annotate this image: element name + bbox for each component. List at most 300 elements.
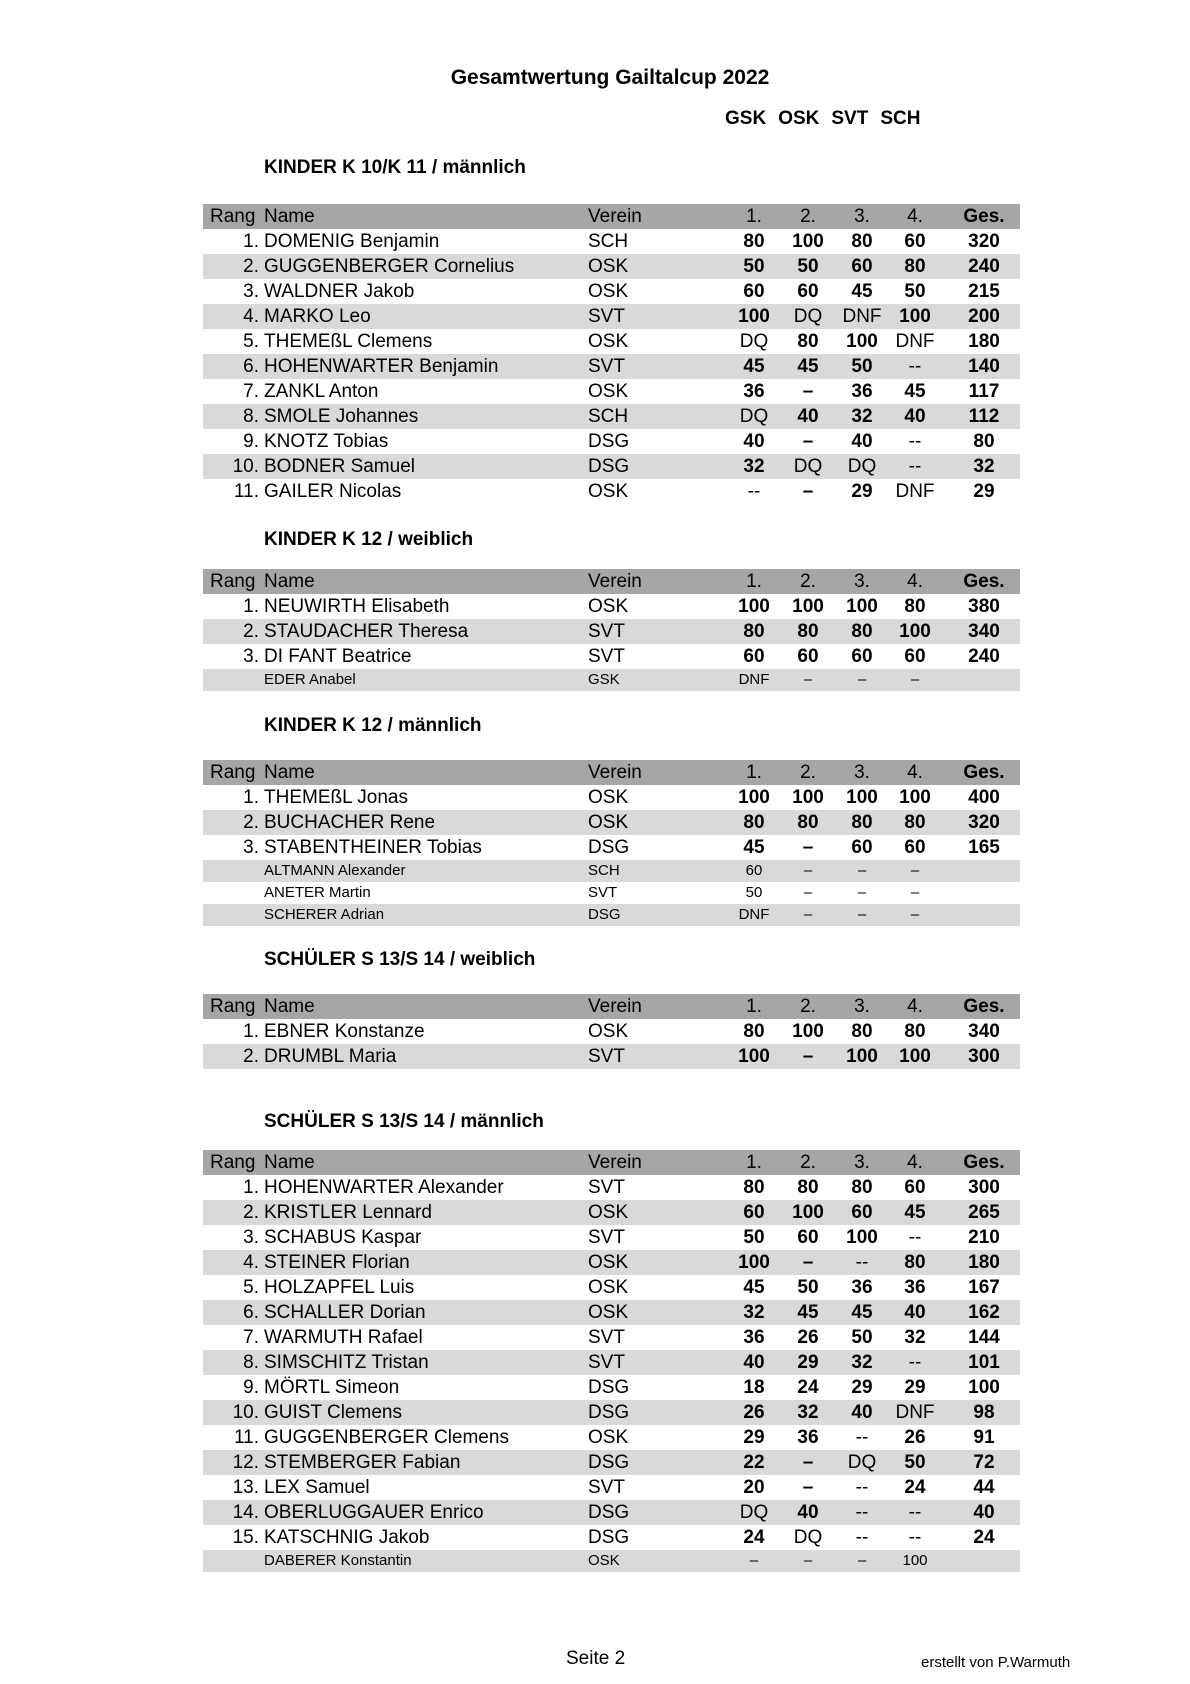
race-1-cell: 40 [743, 1352, 765, 1373]
race-3-cell: -- [855, 1527, 869, 1548]
header-name: Name [264, 1152, 315, 1173]
table-row [203, 304, 1020, 329]
name-cell: GAILER Nicolas [264, 481, 402, 502]
table-row [203, 1300, 1020, 1325]
club-cell: OSK [588, 1021, 629, 1042]
club-cell: DSG [588, 1402, 630, 1423]
rank-cell: 6. [243, 1302, 259, 1323]
total-cell: 180 [968, 1252, 1000, 1273]
section-title: KINDER K 12 / männlich [264, 715, 482, 736]
race-2-cell: 50 [797, 256, 819, 277]
total-cell: 32 [973, 456, 995, 477]
race-3-cell: 36 [851, 1277, 873, 1298]
total-cell: 80 [973, 431, 995, 452]
race-4-cell: 60 [904, 837, 926, 858]
name-cell: THEMEßL Clemens [264, 331, 433, 352]
race-4-cell: DNF [895, 481, 935, 502]
club-cell: DSG [588, 1527, 630, 1548]
race-1-cell: 60 [743, 1202, 765, 1223]
table-header [203, 1150, 1020, 1175]
rank-cell: 8. [243, 406, 259, 427]
header-ges: Ges. [963, 571, 1005, 592]
race-3-cell: 60 [851, 256, 873, 277]
rank-cell: 15. [232, 1527, 259, 1548]
rank-cell: 12. [232, 1452, 259, 1473]
race-4-cell: – [910, 884, 920, 901]
header-rang: Rang [210, 996, 256, 1017]
table-row [203, 379, 1020, 404]
header-r2: 2. [800, 762, 816, 783]
race-1-cell: 32 [743, 456, 765, 477]
author-note: erstellt von P.Warmuth [921, 1654, 1071, 1671]
race-4-cell: 80 [904, 1021, 926, 1042]
club-cell: SVT [588, 1177, 625, 1198]
race-1-cell: 24 [743, 1527, 765, 1548]
race-1-cell: 60 [743, 281, 765, 302]
rank-cell: 1. [243, 231, 259, 252]
club-cell: DSG [588, 1502, 630, 1523]
race-2-cell: 45 [797, 1302, 819, 1323]
total-cell: 200 [968, 306, 1000, 327]
club-cell: OSK [588, 596, 629, 617]
name-cell: DOMENIG Benjamin [264, 231, 440, 252]
race-2-cell: – [802, 1252, 814, 1273]
race-4-cell: 36 [904, 1277, 926, 1298]
header-ges: Ges. [963, 996, 1005, 1017]
race-4-cell: 45 [904, 381, 926, 402]
club-label: OSK [778, 108, 820, 129]
club-cell: SVT [588, 1477, 625, 1498]
race-4-cell: 80 [904, 256, 926, 277]
rank-cell: 11. [233, 481, 259, 502]
race-1-cell: 18 [743, 1377, 765, 1398]
name-cell: MÖRTL Simeon [264, 1377, 400, 1398]
club-label: SVT [831, 108, 869, 129]
race-4-cell: 50 [904, 1452, 926, 1473]
race-4-cell: 45 [904, 1202, 926, 1223]
table-row [203, 1475, 1020, 1500]
race-1-cell: 45 [743, 356, 765, 377]
race-3-cell: 60 [851, 646, 873, 667]
unranked-row [203, 882, 1020, 904]
table-row [203, 1019, 1020, 1044]
race-2-cell: – [803, 906, 813, 923]
race-3-cell: 60 [851, 837, 873, 858]
race-2-cell: 80 [797, 1177, 819, 1198]
unranked-row [203, 860, 1020, 882]
race-4-cell: -- [908, 1527, 922, 1548]
table-row [203, 619, 1020, 644]
total-cell: 340 [968, 1021, 1000, 1042]
club-cell: DSG [588, 1452, 630, 1473]
race-3-cell: 80 [851, 1021, 873, 1042]
total-cell: 91 [973, 1427, 995, 1448]
race-1-cell: DQ [739, 1502, 769, 1523]
race-2-cell: 100 [792, 1202, 824, 1223]
race-2-cell: 40 [797, 1502, 819, 1523]
club-cell: DSG [588, 431, 630, 452]
header-r4: 4. [907, 571, 923, 592]
table-row [203, 1350, 1020, 1375]
race-2-cell: 100 [792, 1021, 824, 1042]
club-cell: DSG [588, 906, 621, 923]
total-cell: 29 [973, 481, 995, 502]
table-header [203, 204, 1020, 229]
race-2-cell: 24 [797, 1377, 819, 1398]
total-cell: 320 [968, 231, 1000, 252]
race-4-cell: 26 [904, 1427, 926, 1448]
race-4-cell: 80 [904, 812, 926, 833]
name-cell: STAUDACHER Theresa [264, 621, 469, 642]
race-3-cell: 100 [846, 787, 878, 808]
total-cell: 44 [973, 1477, 995, 1498]
total-cell: 162 [968, 1302, 1000, 1323]
table-row [203, 594, 1020, 619]
table-row [203, 1325, 1020, 1350]
rank-cell: 1. [243, 596, 259, 617]
total-cell: 24 [973, 1527, 995, 1548]
total-cell: 320 [968, 812, 1000, 833]
club-cell: SVT [588, 1046, 625, 1067]
section-title: KINDER K 10/K 11 / männlich [264, 157, 526, 178]
club-cell: OSK [588, 787, 629, 808]
results-table [203, 760, 1020, 926]
name-cell: MARKO Leo [264, 306, 371, 327]
rank-cell: 4. [243, 1252, 259, 1273]
name-cell: HOHENWARTER Benjamin [264, 356, 499, 377]
header-rang: Rang [210, 571, 256, 592]
table-row [203, 1044, 1020, 1069]
rank-cell: 2. [243, 1202, 259, 1223]
name-cell: LEX Samuel [264, 1477, 370, 1498]
race-2-cell: 100 [792, 787, 824, 808]
rank-cell: 13. [232, 1477, 259, 1498]
rank-cell: 8. [243, 1352, 259, 1373]
race-3-cell: DQ [847, 456, 877, 477]
race-1-cell: -- [747, 481, 761, 502]
race-2-cell: DQ [793, 456, 823, 477]
club-cell: OSK [588, 1252, 629, 1273]
total-cell: 98 [973, 1402, 995, 1423]
race-3-cell: – [857, 906, 867, 923]
club-cell: SVT [588, 1227, 625, 1248]
club-label: GSK [725, 108, 767, 129]
rank-cell: 9. [243, 431, 259, 452]
name-cell: STEINER Florian [264, 1252, 410, 1273]
rank-cell: 3. [243, 281, 259, 302]
results-table [203, 569, 1020, 691]
header-rang: Rang [210, 1152, 256, 1173]
table-row [203, 1375, 1020, 1400]
total-cell: 240 [968, 256, 1000, 277]
table-row [203, 1425, 1020, 1450]
race-3-cell: 80 [851, 621, 873, 642]
race-1-cell: 20 [743, 1477, 765, 1498]
header-name: Name [264, 762, 315, 783]
header-r3: 3. [854, 996, 870, 1017]
name-cell: EDER Anabel [264, 671, 356, 688]
table-row [203, 1200, 1020, 1225]
table-row [203, 1250, 1020, 1275]
header-rang: Rang [210, 762, 256, 783]
race-4-cell: – [910, 906, 920, 923]
table-header [203, 569, 1020, 594]
race-2-cell: DQ [793, 306, 823, 327]
race-2-cell: – [802, 381, 814, 402]
header-verein: Verein [588, 1152, 642, 1173]
race-1-cell: 40 [743, 431, 765, 452]
race-2-cell: – [803, 1552, 813, 1569]
rank-cell: 11. [233, 1427, 259, 1448]
race-2-cell: 80 [797, 812, 819, 833]
rank-cell: 3. [243, 1227, 259, 1248]
total-cell: 400 [968, 787, 1000, 808]
rank-cell: 3. [243, 837, 259, 858]
race-1-cell: 36 [743, 381, 765, 402]
race-1-cell: 26 [743, 1402, 765, 1423]
race-2-cell: – [803, 671, 813, 688]
table-row [203, 1400, 1020, 1425]
club-cell: SVT [588, 1327, 625, 1348]
table-row [203, 1525, 1020, 1550]
race-3-cell: 50 [851, 1327, 873, 1348]
club-cell: OSK [588, 281, 629, 302]
header-r4: 4. [907, 996, 923, 1017]
rank-cell: 2. [243, 256, 259, 277]
race-4-cell: 40 [904, 1302, 926, 1323]
club-cell: OSK [588, 1277, 629, 1298]
race-1-cell: 22 [743, 1452, 765, 1473]
race-4-cell: 60 [904, 646, 926, 667]
header-r1: 1. [746, 762, 762, 783]
table-row [203, 1500, 1020, 1525]
rank-cell: 2. [243, 621, 259, 642]
race-2-cell: 36 [797, 1427, 819, 1448]
header-verein: Verein [588, 571, 642, 592]
race-2-cell: – [803, 862, 813, 879]
race-4-cell: 24 [904, 1477, 926, 1498]
total-cell: 101 [968, 1352, 1000, 1373]
race-4-cell: -- [908, 356, 922, 377]
race-4-cell: 100 [899, 1046, 931, 1067]
section-title: SCHÜLER S 13/S 14 / weiblich [264, 949, 536, 970]
table-header [203, 760, 1020, 785]
race-3-cell: 40 [851, 431, 873, 452]
unranked-row [203, 669, 1020, 691]
name-cell: BODNER Samuel [264, 456, 415, 477]
table-row [203, 835, 1020, 860]
name-cell: ALTMANN Alexander [264, 862, 406, 879]
race-3-cell: -- [855, 1252, 869, 1273]
name-cell: EBNER Konstanze [264, 1021, 425, 1042]
table-row [203, 1450, 1020, 1475]
header-r3: 3. [854, 1152, 870, 1173]
race-4-cell: 100 [899, 306, 931, 327]
name-cell: THEMEßL Jonas [264, 787, 408, 808]
race-3-cell: 45 [851, 281, 873, 302]
total-cell: 100 [968, 1377, 1000, 1398]
rank-cell: 4. [243, 306, 259, 327]
race-3-cell: 100 [846, 596, 878, 617]
race-1-cell: 36 [743, 1327, 765, 1348]
race-4-cell: -- [908, 1227, 922, 1248]
header-ges: Ges. [963, 762, 1005, 783]
table-row [203, 454, 1020, 479]
header-r2: 2. [800, 571, 816, 592]
rank-cell: 7. [243, 1327, 259, 1348]
section-title: KINDER K 12 / weiblich [264, 529, 474, 550]
race-2-cell: – [803, 884, 813, 901]
name-cell: DABERER Konstantin [264, 1552, 412, 1569]
table-row [203, 354, 1020, 379]
table-header [203, 994, 1020, 1019]
race-1-cell: 100 [738, 306, 770, 327]
rank-cell: 1. [243, 787, 259, 808]
race-1-cell: DQ [739, 331, 769, 352]
race-3-cell: 80 [851, 812, 873, 833]
race-4-cell: 32 [904, 1327, 926, 1348]
race-3-cell: – [857, 671, 867, 688]
name-cell: STEMBERGER Fabian [264, 1452, 461, 1473]
race-1-cell: DQ [739, 406, 769, 427]
race-2-cell: 32 [797, 1402, 819, 1423]
total-cell: 180 [968, 331, 1000, 352]
header-name: Name [264, 571, 315, 592]
club-cell: OSK [588, 381, 629, 402]
race-2-cell: – [802, 837, 814, 858]
club-cell: SVT [588, 884, 618, 901]
header-r2: 2. [800, 1152, 816, 1173]
rank-cell: 7. [243, 381, 259, 402]
rank-cell: 1. [243, 1021, 259, 1042]
name-cell: STABENTHEINER Tobias [264, 837, 482, 858]
race-3-cell: 36 [851, 381, 873, 402]
name-cell: NEUWIRTH Elisabeth [264, 596, 450, 617]
race-4-cell: -- [908, 1352, 922, 1373]
rank-cell: 6. [243, 356, 259, 377]
race-3-cell: 100 [846, 1227, 878, 1248]
name-cell: ZANKL Anton [264, 381, 379, 402]
total-cell: 144 [968, 1327, 1000, 1348]
results-table [203, 994, 1020, 1069]
race-4-cell: 80 [904, 596, 926, 617]
total-cell: 240 [968, 646, 1000, 667]
total-cell: 265 [968, 1202, 1000, 1223]
page-title: Gesamtwertung Gailtalcup 2022 [450, 66, 770, 89]
race-2-cell: 60 [797, 1227, 819, 1248]
race-3-cell: 29 [851, 1377, 873, 1398]
header-name: Name [264, 996, 315, 1017]
header-r1: 1. [746, 571, 762, 592]
header-verein: Verein [588, 996, 642, 1017]
race-1-cell: 100 [738, 596, 770, 617]
race-1-cell: DNF [738, 671, 770, 688]
header-r2: 2. [800, 206, 816, 227]
race-4-cell: DNF [895, 1402, 935, 1423]
header-r1: 1. [746, 996, 762, 1017]
header-r1: 1. [746, 206, 762, 227]
name-cell: SCHERER Adrian [264, 906, 385, 923]
race-3-cell: -- [855, 1427, 869, 1448]
header-r3: 3. [854, 762, 870, 783]
club-cell: SVT [588, 1352, 625, 1373]
club-cell: DSG [588, 456, 630, 477]
club-cell: SVT [588, 621, 625, 642]
club-cell: OSK [588, 481, 629, 502]
race-2-cell: 60 [797, 281, 819, 302]
total-cell: 40 [973, 1502, 995, 1523]
race-2-cell: 40 [797, 406, 819, 427]
header-ges: Ges. [963, 206, 1005, 227]
total-cell: 72 [973, 1452, 995, 1473]
race-3-cell: 40 [851, 1402, 873, 1423]
name-cell: GUGGENBERGER Cornelius [264, 256, 515, 277]
club-cell: SVT [588, 356, 625, 377]
table-row [203, 404, 1020, 429]
rank-cell: 3. [243, 646, 259, 667]
header-r3: 3. [854, 571, 870, 592]
table-row [203, 644, 1020, 669]
race-2-cell: – [802, 1046, 814, 1067]
rank-cell: 5. [243, 331, 259, 352]
club-cell: SVT [588, 306, 625, 327]
unranked-row [203, 1550, 1020, 1572]
race-1-cell: 80 [743, 621, 765, 642]
header-r2: 2. [800, 996, 816, 1017]
header-r1: 1. [746, 1152, 762, 1173]
club-cell: OSK [588, 1302, 629, 1323]
total-cell: 117 [968, 381, 1000, 402]
race-4-cell: DNF [895, 331, 935, 352]
race-3-cell: 100 [846, 331, 878, 352]
club-cell: SCH [588, 862, 620, 879]
rank-cell: 9. [243, 1377, 259, 1398]
total-cell: 340 [968, 621, 1000, 642]
total-cell: 300 [968, 1177, 1000, 1198]
name-cell: KNOTZ Tobias [264, 431, 389, 452]
race-2-cell: 50 [797, 1277, 819, 1298]
name-cell: ANETER Martin [264, 884, 371, 901]
table-row [203, 1175, 1020, 1200]
unranked-row [203, 904, 1020, 926]
rank-cell: 10. [232, 456, 259, 477]
header-ges: Ges. [963, 1152, 1005, 1173]
name-cell: BUCHACHER Rene [264, 812, 436, 833]
race-3-cell: – [857, 1552, 867, 1569]
total-cell: 140 [968, 356, 1000, 377]
race-1-cell: DNF [738, 906, 770, 923]
header-r4: 4. [907, 1152, 923, 1173]
section-title: SCHÜLER S 13/S 14 / männlich [264, 1111, 544, 1132]
name-cell: WARMUTH Rafael [264, 1327, 423, 1348]
table-row [203, 1275, 1020, 1300]
race-4-cell: – [910, 862, 920, 879]
race-1-cell: 80 [743, 1021, 765, 1042]
race-4-cell: 100 [902, 1552, 928, 1569]
club-cell: OSK [588, 1202, 629, 1223]
race-2-cell: 60 [797, 646, 819, 667]
race-1-cell: 80 [743, 231, 765, 252]
race-3-cell: – [857, 884, 867, 901]
name-cell: WALDNER Jakob [264, 281, 415, 302]
club-cell: GSK [588, 671, 620, 688]
name-cell: SCHALLER Dorian [264, 1302, 426, 1323]
header-verein: Verein [588, 206, 642, 227]
club-cell: OSK [588, 812, 629, 833]
race-1-cell: 100 [738, 787, 770, 808]
race-2-cell: DQ [793, 1527, 823, 1548]
total-cell: 215 [968, 281, 1000, 302]
